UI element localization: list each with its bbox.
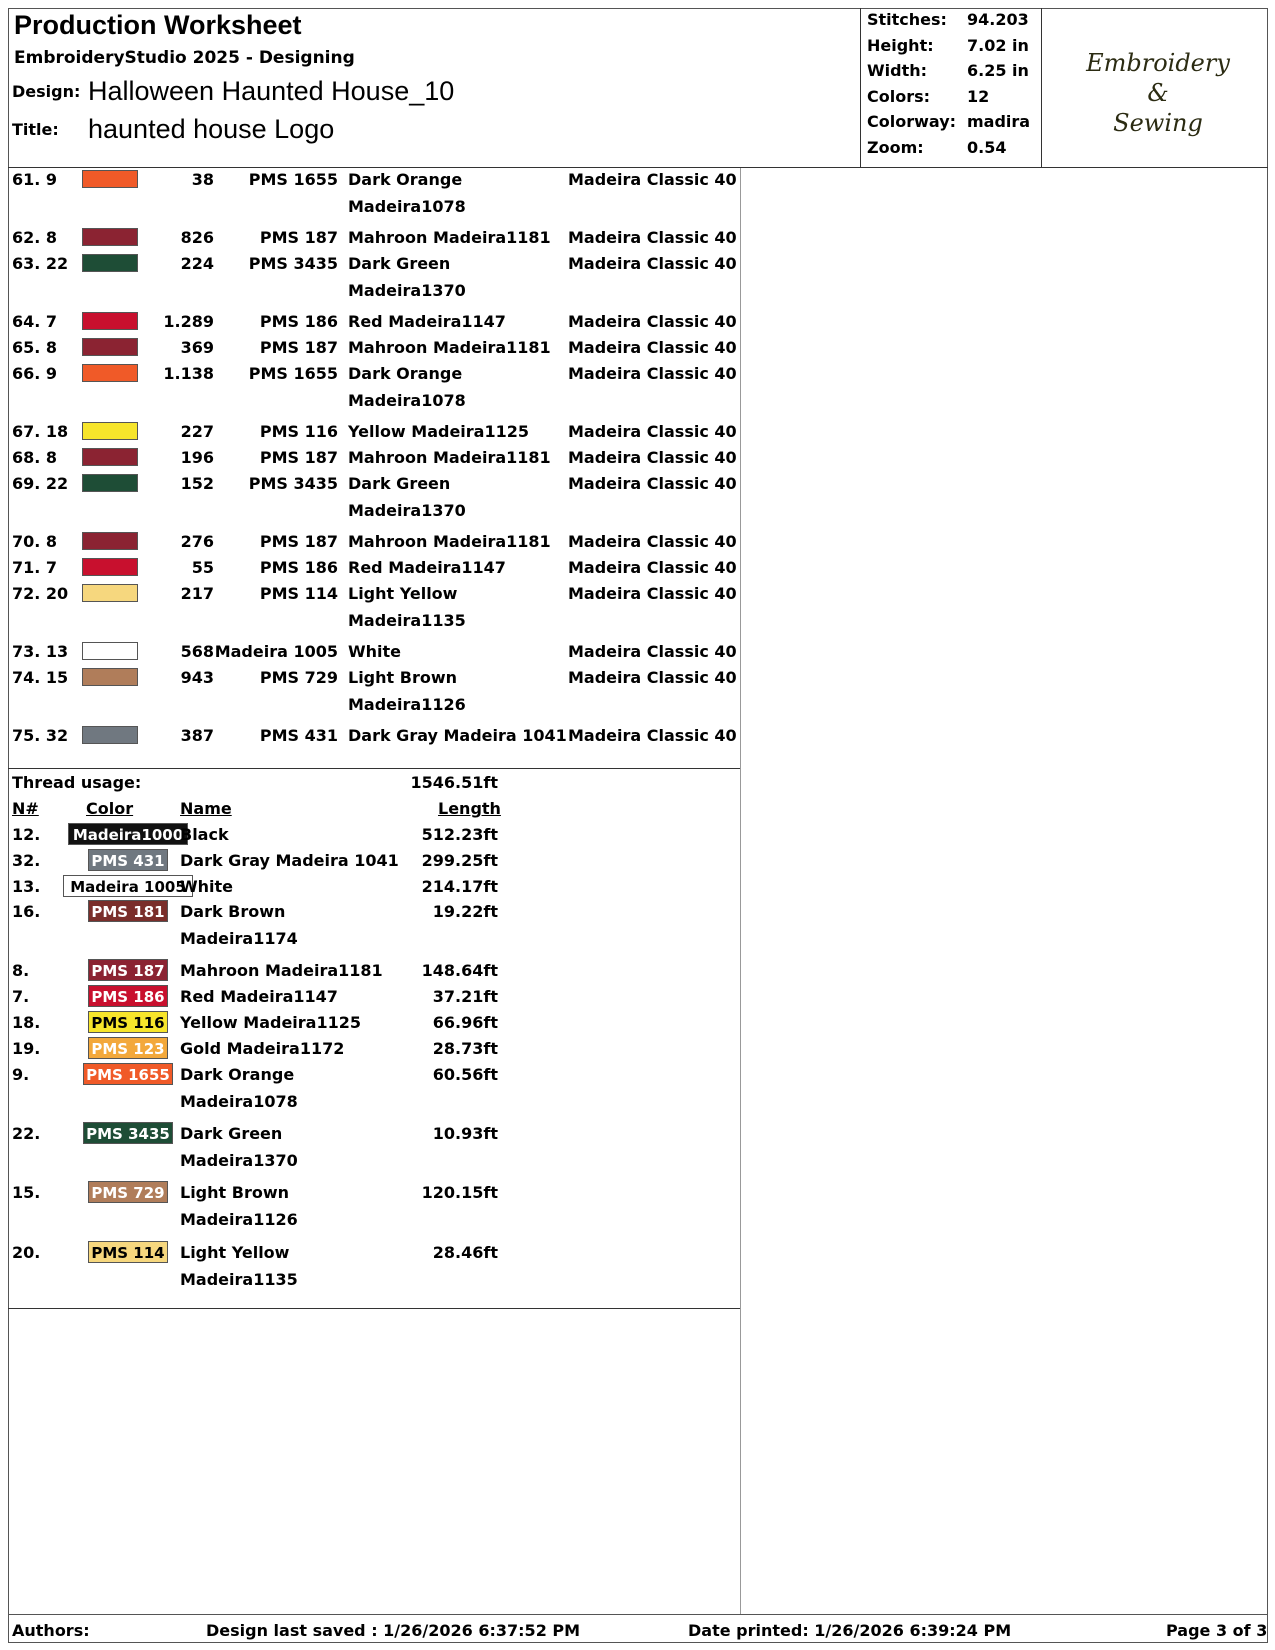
logo-line: & <box>1147 79 1169 107</box>
usage-length: 19.22ft <box>432 902 498 921</box>
thread-code: PMS 187 <box>259 338 338 357</box>
thread-library: Madeira Classic 40 <box>568 668 737 687</box>
color-swatch <box>82 584 138 602</box>
sequence-number: 70. 8 <box>12 532 58 551</box>
color-chip: PMS 431 <box>88 849 168 871</box>
thread-name: Light Brown <box>348 668 457 687</box>
design-stats <box>860 8 1042 167</box>
sequence-number: 66. 9 <box>12 364 58 383</box>
color-chip: PMS 186 <box>88 985 168 1007</box>
usage-name: Black <box>180 825 229 844</box>
thread-name: Mahroon Madeira1181 <box>348 448 551 467</box>
usage-name: Gold Madeira1172 <box>180 1039 345 1058</box>
footer-last-saved: Design last saved : 1/26/2026 6:37:52 PM <box>206 1621 581 1640</box>
usage-length: 28.73ft <box>432 1039 498 1058</box>
stitch-count: 196 <box>180 448 214 467</box>
thread-code: PMS 186 <box>259 558 338 577</box>
color-swatch <box>82 254 138 272</box>
thread-name: Dark Gray Madeira 1041 <box>348 726 567 745</box>
usage-length: 299.25ft <box>421 851 498 870</box>
usage-number: 9. <box>12 1065 30 1084</box>
stat-value: 0.54 <box>967 138 1007 157</box>
color-chip: Madeira1000 <box>68 823 188 845</box>
stat-label: Stitches: <box>867 10 947 29</box>
thread-code: PMS 431 <box>259 726 338 745</box>
color-chip: PMS 181 <box>88 900 168 922</box>
usage-number: 8. <box>12 961 30 980</box>
thread-name: Dark Orange <box>348 170 463 189</box>
usage-number: 15. <box>12 1183 41 1202</box>
usage-length: 148.64ft <box>421 961 498 980</box>
usage-name: Light Brown <box>180 1183 289 1202</box>
sequence-number: 65. 8 <box>12 338 58 357</box>
thread-name: Dark Green <box>348 474 451 493</box>
stitch-count: 568 <box>180 642 214 661</box>
page-footer <box>8 1614 1268 1644</box>
thread-name-cont: Madeira1370 <box>348 501 466 520</box>
thread-name-cont: Madeira1078 <box>348 197 466 216</box>
sequence-number: 63. 22 <box>12 254 69 273</box>
color-swatch <box>82 448 138 466</box>
color-swatch <box>82 170 138 188</box>
usage-name: Mahroon Madeira1181 <box>180 961 383 980</box>
sequence-number: 71. 7 <box>12 558 58 577</box>
usage-length: 120.15ft <box>421 1183 498 1202</box>
usage-name: Dark Gray Madeira 1041 <box>180 851 399 870</box>
thread-library: Madeira Classic 40 <box>568 170 737 189</box>
stat-value: 6.25 in <box>967 61 1029 80</box>
brand-logo <box>1048 48 1268 138</box>
usage-number: 22. <box>12 1124 41 1143</box>
title-value: haunted house Logo <box>88 114 335 144</box>
stitch-count: 1.289 <box>163 312 214 331</box>
thread-library: Madeira Classic 40 <box>568 338 737 357</box>
thread-name-cont: Madeira1135 <box>348 611 466 630</box>
usage-name-cont: Madeira1126 <box>180 1210 298 1229</box>
color-swatch <box>82 474 138 492</box>
col-header-num: N# <box>12 799 39 818</box>
stitch-count: 38 <box>191 170 214 189</box>
thread-name-cont: Madeira1370 <box>348 281 466 300</box>
stat-label: Width: <box>867 61 928 80</box>
thread-usage-section <box>8 768 740 1309</box>
color-swatch <box>82 338 138 356</box>
thread-name-cont: Madeira1126 <box>348 695 466 714</box>
usage-number: 18. <box>12 1013 41 1032</box>
col-header-color: Color <box>86 799 134 818</box>
stitch-count: 387 <box>180 726 214 745</box>
stitch-count: 227 <box>180 422 214 441</box>
thread-name: Dark Green <box>348 254 451 273</box>
stitch-count: 276 <box>180 532 214 551</box>
stat-value: 94.203 <box>967 10 1029 29</box>
thread-code: PMS 729 <box>259 668 338 687</box>
color-swatch <box>82 312 138 330</box>
stat-label: Colors: <box>867 87 931 106</box>
color-swatch <box>82 422 138 440</box>
usage-length: 28.46ft <box>432 1243 498 1262</box>
sequence-number: 61. 9 <box>12 170 58 189</box>
usage-name: Red Madeira1147 <box>180 987 338 1006</box>
thread-code: PMS 187 <box>259 448 338 467</box>
thread-code: PMS 1655 <box>248 364 338 383</box>
thread-code: Madeira 1005 <box>214 642 338 661</box>
stat-label: Colorway: <box>867 112 957 131</box>
usage-name-cont: Madeira1135 <box>180 1270 298 1289</box>
design-value: Halloween Haunted House_10 <box>88 76 455 106</box>
thread-library: Madeira Classic 40 <box>568 364 737 383</box>
sequence-number: 72. 20 <box>12 584 69 603</box>
usage-number: 13. <box>12 877 41 896</box>
footer-date-printed: Date printed: 1/26/2026 6:39:24 PM <box>688 1621 1012 1640</box>
thread-code: PMS 187 <box>259 532 338 551</box>
sequence-number: 68. 8 <box>12 448 58 467</box>
usage-length: 512.23ft <box>421 825 498 844</box>
sequence-number: 73. 13 <box>12 642 69 661</box>
usage-number: 20. <box>12 1243 41 1262</box>
thread-library: Madeira Classic 40 <box>568 642 737 661</box>
color-swatch <box>82 558 138 576</box>
footer-page-number: Page 3 of 3 <box>1166 1621 1268 1640</box>
usage-name: Dark Green <box>180 1124 283 1143</box>
color-chip: PMS 1655 <box>83 1063 173 1085</box>
color-chip: PMS 3435 <box>83 1122 173 1144</box>
thread-code: PMS 3435 <box>248 474 338 493</box>
thread-code: PMS 116 <box>259 422 338 441</box>
thread-name: Red Madeira1147 <box>348 558 506 577</box>
color-chip: PMS 114 <box>88 1241 168 1263</box>
thread-library: Madeira Classic 40 <box>568 474 737 493</box>
color-chip: PMS 116 <box>88 1011 168 1033</box>
stitch-count: 55 <box>191 558 214 577</box>
usage-length: 214.17ft <box>421 877 498 896</box>
sequence-number: 74. 15 <box>12 668 69 687</box>
thread-library: Madeira Classic 40 <box>568 558 737 577</box>
color-chip: Madeira 1005 <box>63 875 193 897</box>
thread-usage-title: Thread usage: <box>12 773 142 792</box>
thread-code: PMS 186 <box>259 312 338 331</box>
color-swatch <box>82 228 138 246</box>
usage-number: 7. <box>12 987 30 1006</box>
thread-code: PMS 187 <box>259 228 338 247</box>
stitch-count: 224 <box>180 254 214 273</box>
usage-name-cont: Madeira1370 <box>180 1151 298 1170</box>
software-subtitle: EmbroideryStudio 2025 - Designing <box>14 48 355 68</box>
thread-library: Madeira Classic 40 <box>568 584 737 603</box>
stitch-count: 943 <box>180 668 214 687</box>
worksheet-header <box>8 8 1268 168</box>
title-label: Title: <box>12 120 59 139</box>
usage-length: 37.21ft <box>432 987 498 1006</box>
usage-name: Light Yellow <box>180 1243 290 1262</box>
usage-number: 19. <box>12 1039 41 1058</box>
color-swatch <box>82 642 138 660</box>
usage-length: 60.56ft <box>432 1065 498 1084</box>
col-header-name: Name <box>180 799 232 818</box>
usage-number: 32. <box>12 851 41 870</box>
usage-number: 16. <box>12 902 41 921</box>
color-chip: PMS 187 <box>88 959 168 981</box>
thread-code: PMS 1655 <box>248 170 338 189</box>
usage-name: Dark Orange <box>180 1065 295 1084</box>
sequence-number: 67. 18 <box>12 422 69 441</box>
usage-name: Yellow Madeira1125 <box>180 1013 362 1032</box>
thread-library: Madeira Classic 40 <box>568 448 737 467</box>
thread-name: Mahroon Madeira1181 <box>348 532 551 551</box>
color-swatch <box>82 364 138 382</box>
usage-name-cont: Madeira1078 <box>180 1092 298 1111</box>
color-chip: PMS 123 <box>88 1037 168 1059</box>
stitch-count: 1.138 <box>163 364 214 383</box>
thread-code: PMS 3435 <box>248 254 338 273</box>
thread-name: Red Madeira1147 <box>348 312 506 331</box>
sequence-number: 75. 32 <box>12 726 69 745</box>
column-divider <box>740 168 741 1615</box>
thread-name: White <box>348 642 402 661</box>
stat-value: 12 <box>967 87 990 106</box>
stat-label: Height: <box>867 36 934 55</box>
thread-usage-total: 1546.51ft <box>410 773 498 792</box>
stat-value: 7.02 in <box>967 36 1029 55</box>
page-title: Production Worksheet <box>14 10 302 40</box>
color-swatch <box>82 668 138 686</box>
color-swatch <box>82 726 138 744</box>
thread-library: Madeira Classic 40 <box>568 254 737 273</box>
usage-name: White <box>180 877 234 896</box>
usage-length: 66.96ft <box>432 1013 498 1032</box>
thread-code: PMS 114 <box>259 584 338 603</box>
sequence-number: 69. 22 <box>12 474 69 493</box>
thread-name: Dark Orange <box>348 364 463 383</box>
thread-library: Madeira Classic 40 <box>568 726 737 745</box>
logo-line: Embroidery <box>1086 49 1230 77</box>
color-swatch <box>82 532 138 550</box>
usage-name-cont: Madeira1174 <box>180 929 298 948</box>
stitch-count: 152 <box>180 474 214 493</box>
thread-library: Madeira Classic 40 <box>568 312 737 331</box>
thread-name: Mahroon Madeira1181 <box>348 338 551 357</box>
usage-length: 10.93ft <box>432 1124 498 1143</box>
thread-library: Madeira Classic 40 <box>568 228 737 247</box>
thread-name-cont: Madeira1078 <box>348 391 466 410</box>
design-label: Design: <box>12 82 81 101</box>
stitch-count: 826 <box>180 228 214 247</box>
stat-label: Zoom: <box>867 138 924 157</box>
footer-authors: Authors: <box>12 1621 90 1640</box>
thread-name: Mahroon Madeira1181 <box>348 228 551 247</box>
logo-line: Sewing <box>1113 109 1203 137</box>
thread-library: Madeira Classic 40 <box>568 532 737 551</box>
stat-value: madira <box>967 112 1031 131</box>
sequence-number: 64. 7 <box>12 312 58 331</box>
stitch-count: 369 <box>180 338 214 357</box>
thread-library: Madeira Classic 40 <box>568 422 737 441</box>
thread-name: Yellow Madeira1125 <box>348 422 530 441</box>
usage-name: Dark Brown <box>180 902 286 921</box>
thread-name: Light Yellow <box>348 584 458 603</box>
sequence-number: 62. 8 <box>12 228 58 247</box>
col-header-length: Length <box>438 799 501 818</box>
stitch-count: 217 <box>180 584 214 603</box>
usage-number: 12. <box>12 825 41 844</box>
color-chip: PMS 729 <box>88 1181 168 1203</box>
